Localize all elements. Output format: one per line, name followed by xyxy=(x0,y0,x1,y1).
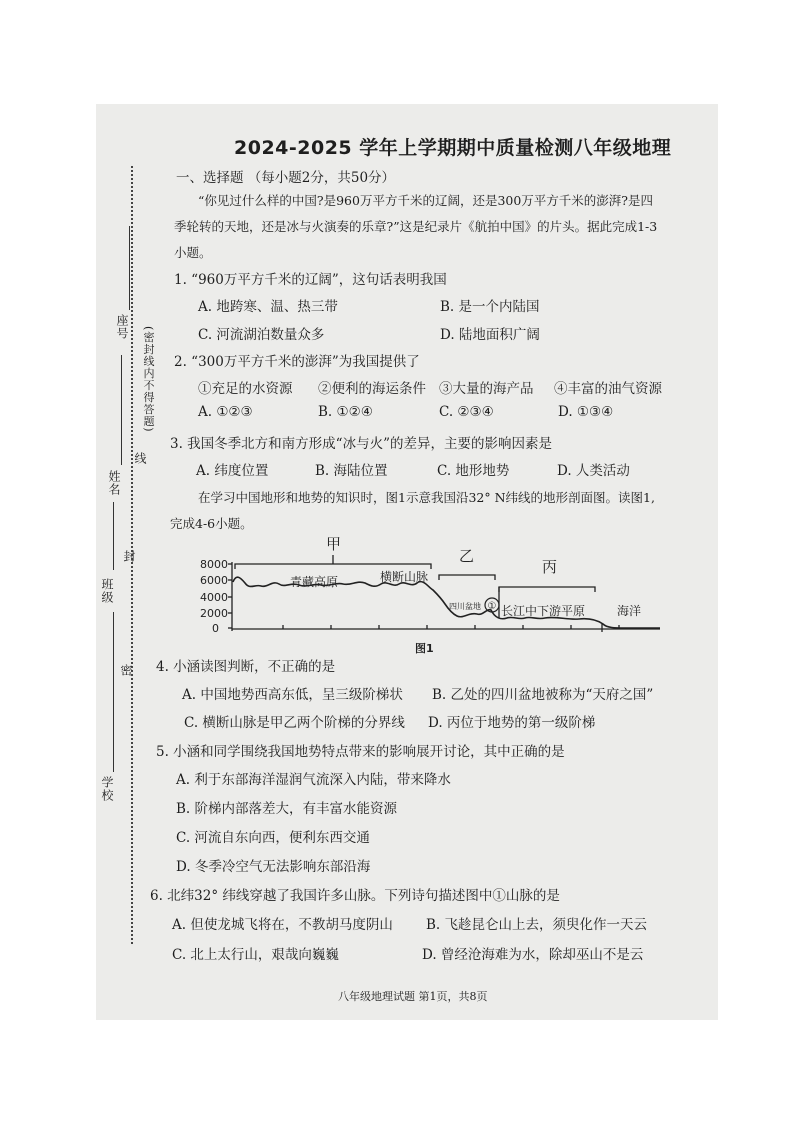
q1-option-d[interactable]: D. 陆地面积广阔 xyxy=(440,327,540,343)
q4-option-d[interactable]: D. 丙位于地势的第一级阶梯 xyxy=(428,715,596,731)
question-4-stem: 4. 小涵读图判断，不正确的是 xyxy=(156,659,336,675)
q6-option-a[interactable]: A. 但使龙城飞将在，不教胡马度阴山 xyxy=(172,917,393,933)
label-jia: 甲 xyxy=(326,535,342,553)
figure-caption: 图1 xyxy=(415,642,434,655)
y-tick-label-2000: 2000 xyxy=(200,607,228,620)
q1-option-a[interactable]: A. 地跨寒、温、热三带 xyxy=(198,299,338,315)
figure-1-terrain-profile xyxy=(195,528,670,660)
question-2-stem: 2. “300万平方千米的澎湃”为我国提供了 xyxy=(174,354,420,370)
q4-option-b[interactable]: B. 乙处的四川盆地被称为“天府之国” xyxy=(432,687,654,703)
intro-line-3: 小题。 xyxy=(174,245,212,260)
exam-title: 2024-2025 学年上学期期中质量检测八年级地理 xyxy=(234,137,672,159)
label-sichuan: 四川盆地 xyxy=(449,602,481,611)
y-tick-label-6000: 6000 xyxy=(200,574,228,587)
q2-item-4: ④丰富的油气资源 xyxy=(554,381,662,397)
intro-line-2: 季轮转的天地，还是冰与火演奏的乐章?”这是纪录片《航拍中国》的片头。据此完成1-3 xyxy=(174,219,658,234)
question-3-stem: 3. 我国冬季北方和南方形成“冰与火”的差异，主要的影响因素是 xyxy=(170,436,552,452)
seal-notice: (密封线内不得答题) xyxy=(142,326,155,433)
name-label: 姓名 xyxy=(107,470,121,496)
q3-option-d[interactable]: D. 人类活动 xyxy=(557,463,630,479)
q6-option-c[interactable]: C. 北上太行山，艰哉向巍巍 xyxy=(172,947,339,963)
label-changjiang: 长江中下游平原 xyxy=(501,604,586,618)
label-qingzang: 青藏高原 xyxy=(290,575,339,589)
school-blank xyxy=(113,612,114,772)
seat-label: 座号 xyxy=(115,314,129,340)
mountain-1-label: ① xyxy=(487,601,497,612)
question-6-stem: 6. 北纬32° 纬线穿越了我国许多山脉。下列诗句描述图中①山脉的是 xyxy=(150,888,560,904)
seat-blank xyxy=(129,226,130,310)
page-footer: 八年级地理试题 第1页，共8页 xyxy=(338,990,488,1003)
question-1-stem: 1. “960万平方千米的辽阔”，这句话表明我国 xyxy=(174,272,447,288)
class-label: 班级 xyxy=(100,578,114,604)
q5-option-d[interactable]: D. 冬季冷空气无法影响东部沿海 xyxy=(176,859,371,875)
section-heading: 一、选择题 （每小题2分，共50分） xyxy=(176,170,396,186)
q5-option-a[interactable]: A. 利于东部海洋湿润气流深入内陆，带来降水 xyxy=(176,772,451,788)
label-hengduan: 横断山脉 xyxy=(380,570,429,584)
school-label: 学校 xyxy=(100,776,114,802)
y-tick-label-0: 0 xyxy=(212,622,219,635)
figure-intro-line-2: 完成4-6小题。 xyxy=(170,516,253,531)
seal-feng: 封 xyxy=(122,550,136,563)
q2-item-2: ②便利的海运条件 xyxy=(318,381,426,397)
y-tick-label-8000: 8000 xyxy=(200,558,228,571)
question-5-stem: 5. 小涵和同学围绕我国地势特点带来的影响展开讨论，其中正确的是 xyxy=(156,744,565,760)
q6-option-d[interactable]: D. 曾经沧海难为水，除却巫山不是云 xyxy=(422,947,644,963)
class-blank xyxy=(113,502,114,570)
label-yi: 乙 xyxy=(459,547,475,565)
q2-option-a[interactable]: A. ①②③ xyxy=(198,404,253,420)
q4-option-c[interactable]: C. 横断山脉是甲乙两个阶梯的分界线 xyxy=(184,715,405,731)
q5-option-c[interactable]: C. 河流自东向西，便利东西交通 xyxy=(176,830,370,846)
bracket-jia xyxy=(235,564,431,569)
q6-option-b[interactable]: B. 飞趁昆仑山上去，须臾化作一天云 xyxy=(426,917,648,933)
seal-mi: 密 xyxy=(119,664,133,677)
q1-option-c[interactable]: C. 河流湖泊数量众多 xyxy=(198,327,325,343)
q3-option-b[interactable]: B. 海陆位置 xyxy=(315,463,388,479)
label-bing: 丙 xyxy=(542,558,558,576)
q2-item-3: ③大量的海产品 xyxy=(439,381,534,397)
q2-option-b[interactable]: B. ①②④ xyxy=(318,404,373,420)
label-ocean: 海洋 xyxy=(617,604,642,618)
q5-option-b[interactable]: B. 阶梯内部落差大，有丰富水能资源 xyxy=(176,801,398,817)
q3-option-c[interactable]: C. 地形地势 xyxy=(437,463,510,479)
seal-xian: 线 xyxy=(133,452,147,465)
q4-option-a[interactable]: A. 中国地势西高东低，呈三级阶梯状 xyxy=(182,687,403,703)
q2-option-c[interactable]: C. ②③④ xyxy=(439,404,494,420)
y-tick-label-4000: 4000 xyxy=(200,591,228,604)
figure-intro-line-1: 在学习中国地形和地势的知识时，图1示意我国沿32° N纬线的地形剖面图。读图1, xyxy=(198,490,655,505)
q2-item-1: ①充足的水资源 xyxy=(198,381,293,397)
intro-line-1: “你见过什么样的中国?是960万平方千米的辽阔，还是300万平方千米的澎湃?是四 xyxy=(198,193,654,208)
q3-option-a[interactable]: A. 纬度位置 xyxy=(196,463,269,479)
name-blank xyxy=(121,355,122,465)
q2-option-d[interactable]: D. ①③④ xyxy=(558,404,614,420)
bracket-bing xyxy=(499,587,595,592)
q1-option-b[interactable]: B. 是一个内陆国 xyxy=(440,299,540,315)
bracket-yi xyxy=(439,575,495,580)
